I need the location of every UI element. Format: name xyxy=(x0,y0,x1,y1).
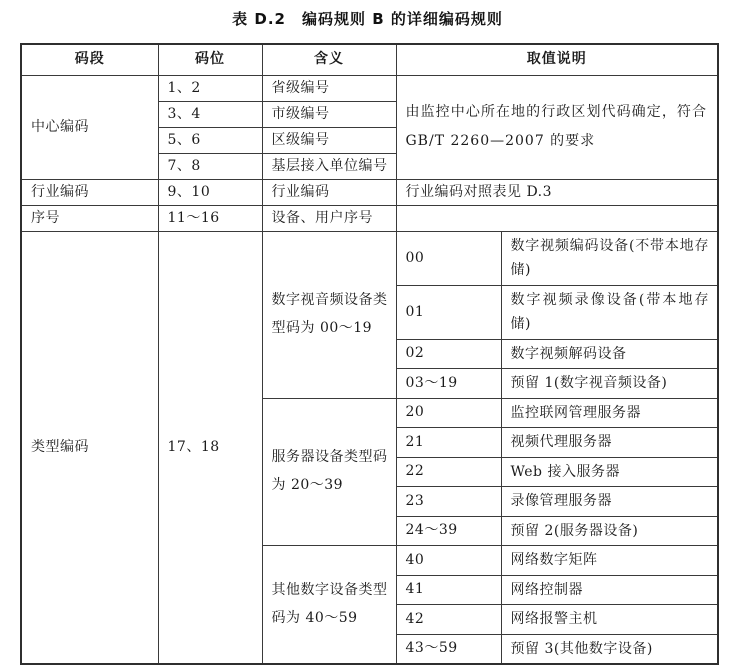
coding-rules-table xyxy=(20,43,719,665)
header-meaning: 含义 xyxy=(262,44,396,75)
type-value-cell: 00 xyxy=(396,231,501,285)
type-value-cell: 02 xyxy=(396,339,501,369)
position-type-code: 17、18 xyxy=(158,231,262,664)
type-value-cell: 22 xyxy=(396,457,501,487)
type-desc-cell: 数字视频录像设备(带本地存储) xyxy=(501,285,718,339)
segment-industry-code: 行业编码 xyxy=(21,179,158,205)
segment-type-code: 类型编码 xyxy=(21,231,158,664)
segment-center-code: 中心编码 xyxy=(21,75,158,179)
type-desc-cell: 网络数字矩阵 xyxy=(501,546,718,576)
meaning-cell: 设备、用户序号 xyxy=(262,205,396,231)
meaning-cell: 市级编号 xyxy=(262,101,396,127)
type-desc-cell: 预留 3(其他数字设备) xyxy=(501,634,718,664)
type-value-cell: 41 xyxy=(396,575,501,605)
meaning-cell: 基层接入单位编号 xyxy=(262,153,396,179)
type-desc-cell: 预留 1(数字视音频设备) xyxy=(501,369,718,399)
type-value-cell: 03～19 xyxy=(396,369,501,399)
type-value-cell: 21 xyxy=(396,428,501,458)
value-desc-industry-code: 行业编码对照表见 D.3 xyxy=(396,179,718,205)
type-value-cell: 40 xyxy=(396,546,501,576)
position-cell: 3、4 xyxy=(158,101,262,127)
type-desc-cell: 监控联网管理服务器 xyxy=(501,398,718,428)
position-cell: 5、6 xyxy=(158,127,262,153)
type-desc-cell: 数字视频解码设备 xyxy=(501,339,718,369)
table-row xyxy=(21,75,718,101)
position-cell: 11～16 xyxy=(158,205,262,231)
type-value-cell: 24～39 xyxy=(396,516,501,546)
meaning-cell: 行业编码 xyxy=(262,179,396,205)
type-desc-cell: 网络报警主机 xyxy=(501,605,718,635)
type-value-cell: 23 xyxy=(396,487,501,517)
header-code-segment: 码段 xyxy=(21,44,158,75)
type-value-cell: 01 xyxy=(396,285,501,339)
type-desc-cell: 录像管理服务器 xyxy=(501,487,718,517)
header-value-desc: 取值说明 xyxy=(396,44,718,75)
table-row xyxy=(21,179,718,205)
table-caption: 表 D.2 编码规则 B 的详细编码规则 xyxy=(232,10,503,28)
type-desc-cell: 网络控制器 xyxy=(501,575,718,605)
type-value-cell: 20 xyxy=(396,398,501,428)
meaning-cell: 省级编号 xyxy=(262,75,396,101)
position-cell: 1、2 xyxy=(158,75,262,101)
type-desc-cell: Web 接入服务器 xyxy=(501,457,718,487)
header-code-position: 码位 xyxy=(158,44,262,75)
position-cell: 9、10 xyxy=(158,179,262,205)
table-row xyxy=(21,231,718,285)
group-label-av-devices: 数字视音频设备类型码为 00～19 xyxy=(262,231,396,398)
type-value-cell: 43～59 xyxy=(396,634,501,664)
header-row xyxy=(21,44,718,75)
group-label-other-devices: 其他数字设备类型码为 40～59 xyxy=(262,546,396,665)
value-desc-center-code: 由监控中心所在地的行政区划代码确定，符合 GB/T 2260—2007 的要求 xyxy=(396,75,718,179)
type-desc-cell: 视频代理服务器 xyxy=(501,428,718,458)
value-desc-serial-number xyxy=(396,205,718,231)
type-desc-cell: 数字视频编码设备(不带本地存储) xyxy=(501,231,718,285)
meaning-cell: 区级编号 xyxy=(262,127,396,153)
table-row xyxy=(21,205,718,231)
segment-serial-number: 序号 xyxy=(21,205,158,231)
type-value-cell: 42 xyxy=(396,605,501,635)
position-cell: 7、8 xyxy=(158,153,262,179)
type-desc-cell: 预留 2(服务器设备) xyxy=(501,516,718,546)
group-label-server-devices: 服务器设备类型码为 20～39 xyxy=(262,398,396,546)
